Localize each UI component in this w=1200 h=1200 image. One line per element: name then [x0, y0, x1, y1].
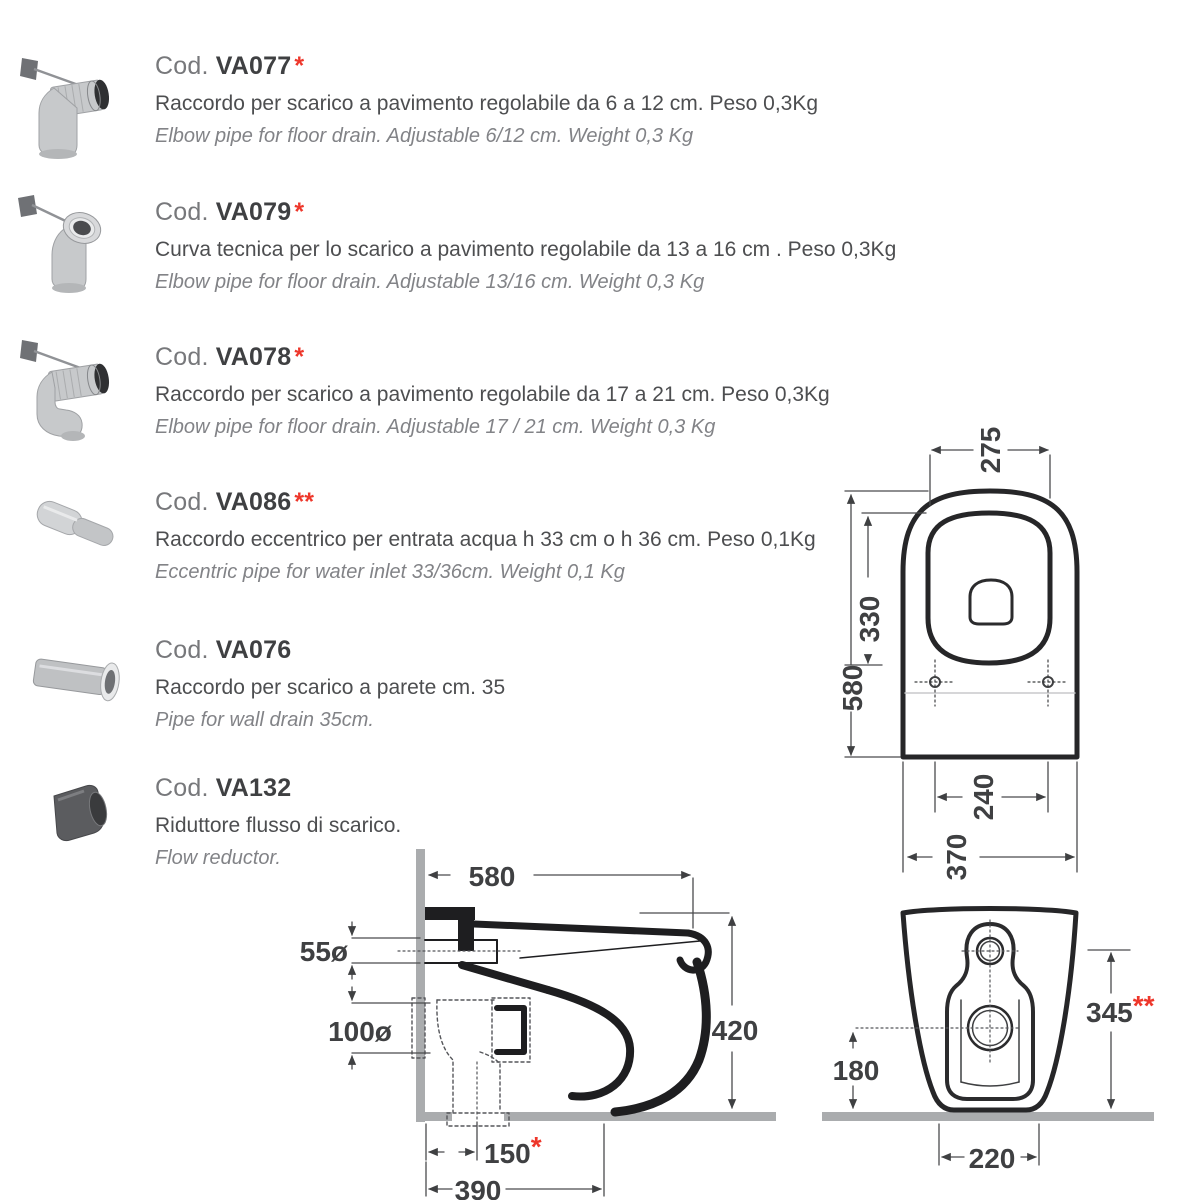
- product-description-en: Pipe for wall drain 35cm.: [155, 709, 374, 731]
- product-code: VA077: [215, 52, 292, 80]
- asterisk-note: *: [294, 52, 305, 80]
- wall-section: [416, 849, 425, 1122]
- asterisk-note: *: [294, 198, 305, 226]
- dim-label-390: 390: [454, 1175, 502, 1200]
- dim-label-220: 220: [968, 1143, 1016, 1174]
- dim-label-580-side: 580: [468, 861, 516, 892]
- dim-label-100: 100ø: [328, 1016, 392, 1047]
- dim-label-150: 150*: [484, 1131, 542, 1169]
- product-description-it: Raccordo per scarico a pavimento regolabile da 17 a 21 cm. Peso 0,3Kg: [155, 383, 830, 406]
- product-code-line: Cod. VA076: [155, 636, 935, 665]
- product-description-it: Curva tecnica per lo scarico a pavimento regolabile da 13 a 16 cm . Peso 0,3Kg: [155, 238, 897, 261]
- floor-section: [822, 1112, 1154, 1121]
- product-description-it: Raccordo per scarico a pavimento regolabile da 6 a 12 cm. Peso 0,3Kg: [155, 92, 819, 115]
- asterisk-note: **: [294, 488, 315, 516]
- top-view-drawing: [837, 427, 1077, 881]
- product-code: VA132: [215, 774, 292, 802]
- product-description-en: Eccentric pipe for water inlet 33/36cm. Weight 0,1 Kg: [155, 561, 625, 583]
- product-code: VA078: [215, 343, 292, 371]
- dim-label-420: 420: [711, 1015, 759, 1046]
- product-code-line: Cod. VA132: [155, 774, 935, 803]
- dim-label-580-top: 580: [837, 664, 868, 712]
- dim-label-180: 180: [832, 1055, 880, 1086]
- product-description-it: Riduttore flusso di scarico.: [155, 814, 402, 837]
- asterisk-note: *: [294, 343, 305, 371]
- product-code: VA079: [215, 198, 292, 226]
- product-description-en: Elbow pipe for floor drain. Adjustable 17 / 21 cm. Weight 0,3 Kg: [155, 416, 716, 438]
- dim-label-55: 55ø: [299, 936, 348, 967]
- product-code-line: Cod. VA077 *: [155, 52, 305, 80]
- product-code: VA076: [215, 636, 292, 664]
- product-code-line: Cod. VA078 *: [155, 343, 305, 371]
- toilet-button: [970, 580, 1012, 624]
- product-code-line: Cod. VA079 *: [155, 198, 305, 226]
- product-description-it: Raccordo eccentrico per entrata acqua h 33 cm o h 36 cm. Peso 0,1Kg: [155, 528, 816, 551]
- dim-label-275: 275: [975, 426, 1006, 474]
- product-description-en: Elbow pipe for floor drain. Adjustable 13/16 cm. Weight 0,3 Kg: [155, 271, 705, 293]
- front-view-drawing: [822, 909, 1155, 1175]
- product-description-en: Flow reductor.: [155, 847, 281, 869]
- dim-label-370: 370: [941, 833, 972, 881]
- dim-label-330: 330: [854, 595, 885, 643]
- product-code: VA086: [215, 488, 292, 516]
- toilet-cross-section: [425, 907, 708, 1112]
- dim-label-240: 240: [968, 773, 999, 821]
- product-code-line: Cod. VA086 **: [155, 488, 315, 516]
- product-description-en: Elbow pipe for floor drain. Adjustable 6/12 cm. Weight 0,3 Kg: [155, 125, 694, 147]
- side-view-drawing: [300, 849, 776, 1200]
- product-description-it: Raccordo per scarico a parete cm. 35: [155, 676, 506, 699]
- dim-label-345: 345**: [1086, 990, 1155, 1028]
